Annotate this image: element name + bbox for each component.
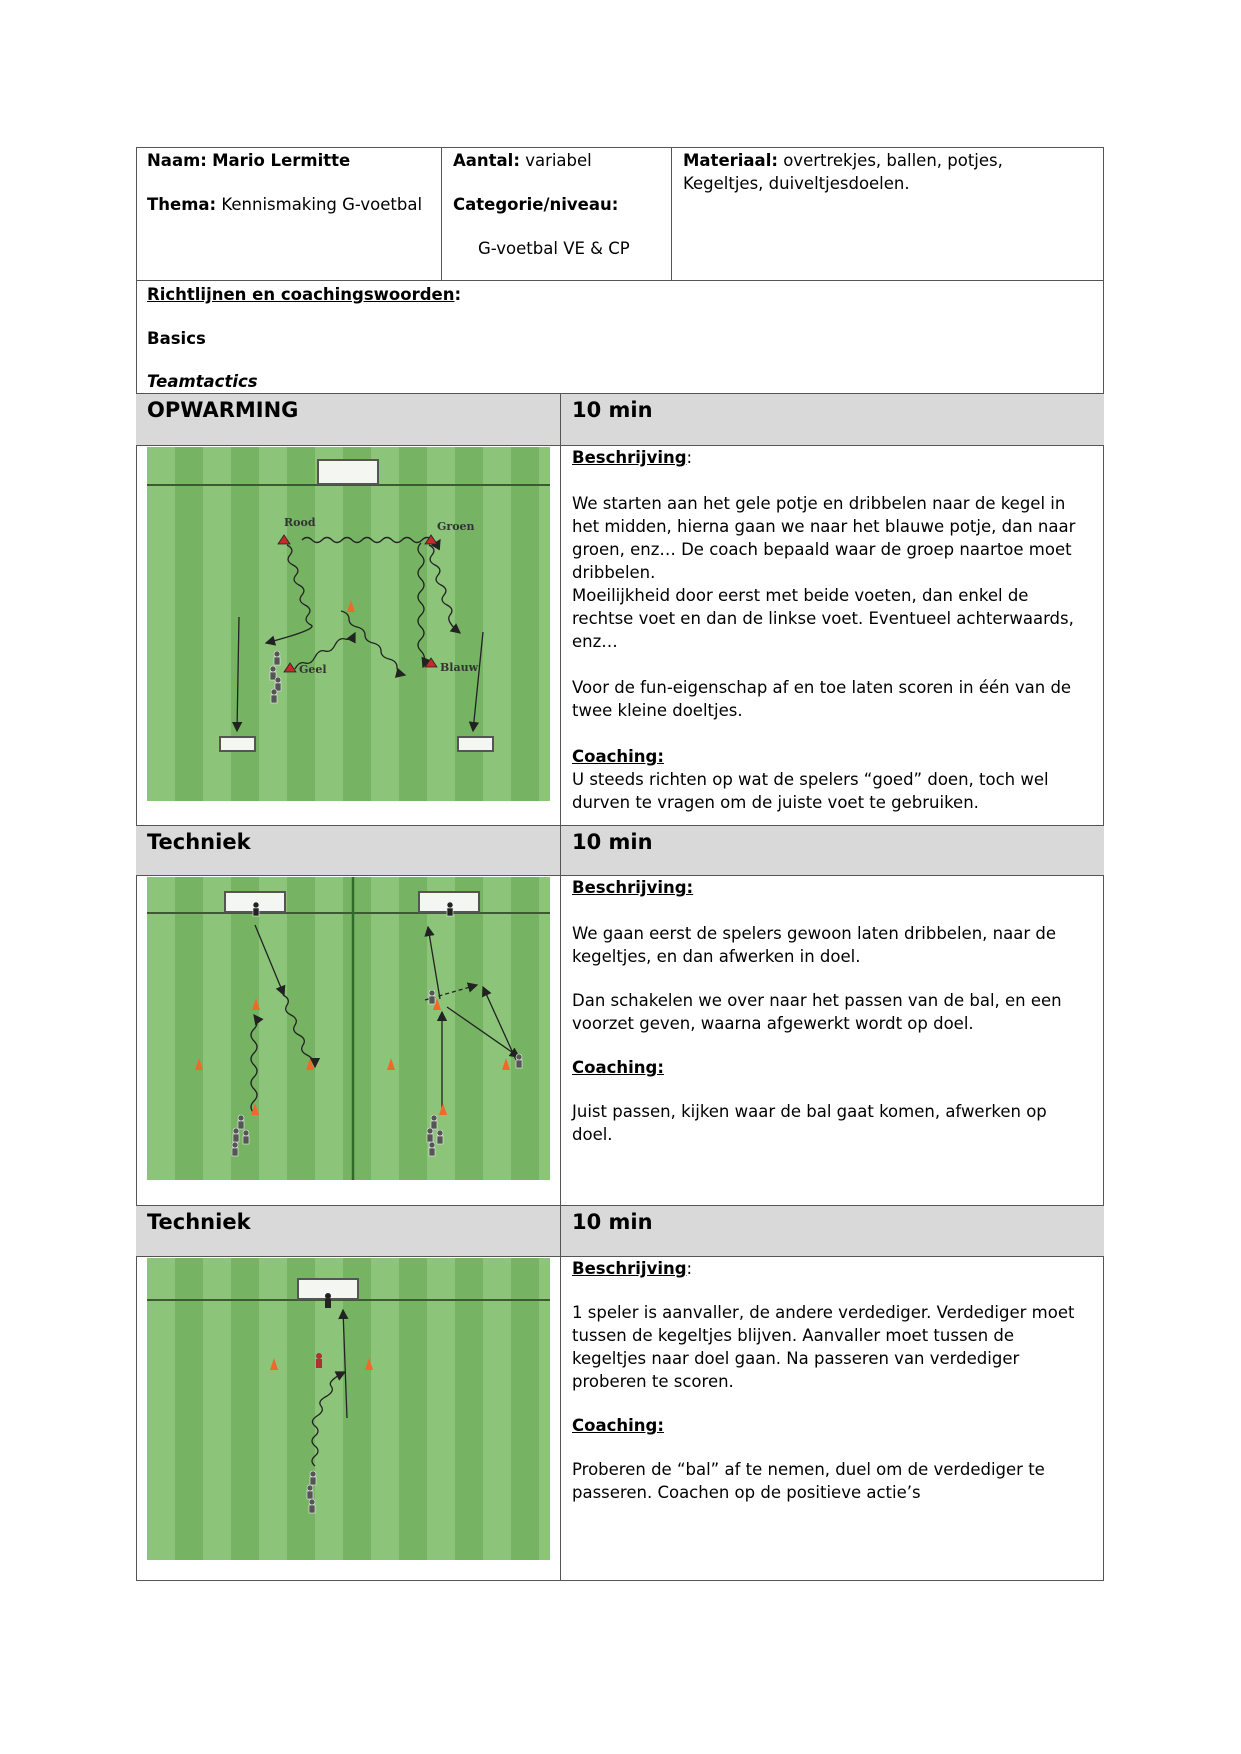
teamtactics-label: Teamtactics xyxy=(147,372,258,391)
aantal-value: variabel xyxy=(525,151,592,170)
section-2-diagram-cell xyxy=(136,876,561,1206)
technique-drill-diagram xyxy=(147,877,550,1180)
header-aantal-categorie-cell xyxy=(442,147,672,281)
section-3-beschrijving-label: Beschrijving xyxy=(572,1259,687,1278)
section-3-diagram-cell xyxy=(136,1257,561,1581)
section-1-diagram-cell xyxy=(136,446,561,826)
categorie-value: G-voetbal VE & CP xyxy=(478,239,630,258)
section-3-text-cell xyxy=(561,1257,1104,1581)
section-1-coaching-text: U steeds richten op wat de spelers “goed” doen, toch wel durven te vragen om de juiste voet te gebruiken. xyxy=(572,770,1049,812)
section-1-beschrijving-colon: : xyxy=(686,448,693,467)
section-3-beschrijving-colon: : xyxy=(686,1259,693,1278)
header-materiaal-cell xyxy=(672,147,1104,281)
mini-goal-left xyxy=(220,737,255,751)
section-2-title: Techniek xyxy=(147,830,251,854)
section-1-description-3: Voor de fun-eigenschap af en toe laten scoren in één van de twee kleine doeltjes. xyxy=(572,678,1072,720)
richtlijnen-title: Richtlijnen en coachingswoorden xyxy=(147,285,455,304)
section-1-description-2: Moeilijkheid door eerst met beide voeten, dan enkel de rechtse voet en dan de linkse voet. Eventueel achterwaards, enz… xyxy=(572,586,1074,651)
section-2-duration: 10 min xyxy=(572,830,653,854)
goal-top xyxy=(318,460,378,484)
mini-goal-right xyxy=(458,737,493,751)
basics-label: Basics xyxy=(147,329,206,348)
section-2-title-cell xyxy=(136,826,561,876)
aantal-label: Aantal: xyxy=(453,151,520,170)
label-blauw: Blauw xyxy=(440,661,479,674)
thema-value: Kennismaking G-voetbal xyxy=(221,195,423,214)
materiaal-value: overtrekjes, ballen, potjes, Kegeltjes, duiveltjesdoelen. xyxy=(683,151,1003,193)
naam-value: Mario Lermitte xyxy=(212,151,351,170)
section-1-duration-cell xyxy=(561,394,1104,446)
defender xyxy=(316,1353,322,1368)
section-2-beschrijving-label: Beschrijving: xyxy=(572,878,694,897)
section-2-description-2: Dan schakelen we over naar het passen van de bal, en een voorzet geven, waarna afgewerkt wordt op doel. xyxy=(572,991,1062,1033)
section-1-title: OPWARMING xyxy=(147,398,299,422)
thema-label: Thema: xyxy=(147,195,217,214)
section-1-duration: 10 min xyxy=(572,398,653,422)
label-groen: Groen xyxy=(437,520,475,533)
categorie-label: Categorie/niveau: xyxy=(453,195,619,214)
naam-label: Naam: xyxy=(147,151,207,170)
richtlijnen-colon: : xyxy=(454,285,462,304)
section-1-text-cell xyxy=(561,446,1104,826)
section-3-title: Techniek xyxy=(147,1210,251,1234)
section-1-title-cell xyxy=(136,394,561,446)
section-3-title-cell xyxy=(136,1206,561,1257)
materiaal-label: Materiaal: xyxy=(683,151,778,170)
section-2-text-cell xyxy=(561,876,1104,1206)
label-geel: Geel xyxy=(299,663,327,676)
section-3-description-1: 1 speler is aanvaller, de andere verdediger. Verdediger moet tussen de kegeltjes blijven. Aanvaller moet tussen de kegeltjes naar doel gaan. Na passeren van verdediger proberen te scoren. xyxy=(572,1303,1075,1391)
warmup-drill-diagram xyxy=(147,447,550,801)
section-2-coaching-label: Coaching: xyxy=(572,1058,664,1077)
section-2-duration-cell xyxy=(561,826,1104,876)
label-rood: Rood xyxy=(284,516,316,529)
section-3-coaching-label: Coaching: xyxy=(572,1416,664,1435)
goalkeeper xyxy=(325,1293,331,1308)
section-1-coaching-label: Coaching: xyxy=(572,747,664,766)
section-1-description-1: We starten aan het gele potje en dribbelen naar de kegel in het midden, hierna gaan we naar het blauwe potje, dan naar groen, enz… De coach bepaald waar de groep naartoe moet dribbelen. xyxy=(572,494,1076,582)
duel-drill-diagram xyxy=(147,1258,550,1560)
section-1-beschrijving-label: Beschrijving xyxy=(572,448,687,467)
section-3-duration: 10 min xyxy=(572,1210,653,1234)
section-2-description-1: We gaan eerst de spelers gewoon laten dribbelen, naar de kegeltjes, en dan afwerken in doel. xyxy=(572,924,1056,966)
richtlijnen-cell xyxy=(136,281,1104,394)
header-naam-thema-cell xyxy=(136,147,442,281)
section-2-coaching-text: Juist passen, kijken waar de bal gaat komen, afwerken op doel. xyxy=(572,1102,1047,1144)
section-3-duration-cell xyxy=(561,1206,1104,1257)
section-3-coaching-text: Proberen de “bal” af te nemen, duel om de verdediger te passeren. Coachen op de positieve actie’s xyxy=(572,1460,1045,1502)
